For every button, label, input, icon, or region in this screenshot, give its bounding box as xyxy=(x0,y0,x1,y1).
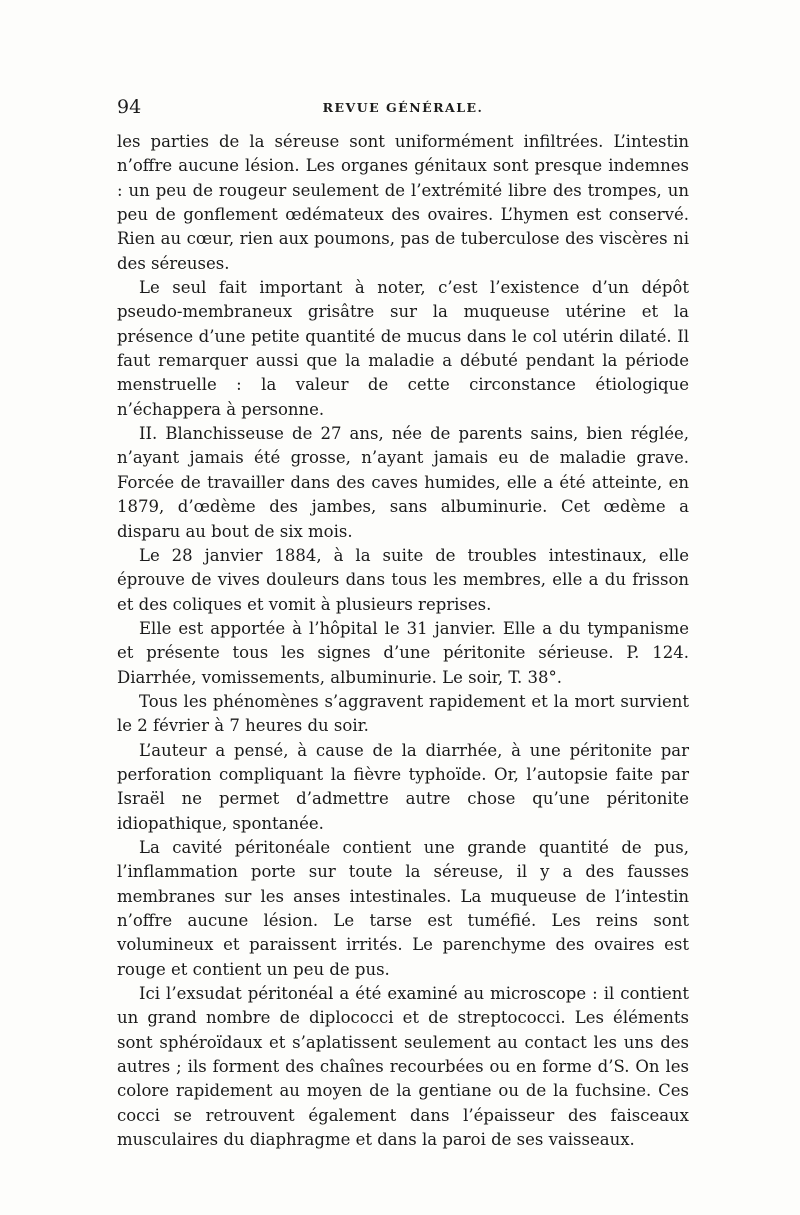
running-title: REVUE GÉNÉRALE. xyxy=(322,100,484,115)
paragraph: Le seul fait important à noter, c’est l’existence d’un dépôt pseudo-membraneux grisâtre sur la muqueuse utérine et la présence d’une petite quantité de mucus dans le col utérin dilaté. Il faut remarquer aussi que la maladie a débuté pendant la période menstruelle : la valeur de cette circonstance étiologique n’échappera à personne. xyxy=(117,278,689,419)
paragraph: Le 28 janvier 1884, à la suite de troubles intestinaux, elle éprouve de vives douleurs dans tous les membres, elle a du frisson et des coliques et vomit à plusieurs reprises. xyxy=(117,545,689,614)
page-number: 94 xyxy=(117,96,142,118)
paragraph: La cavité péritonéale contient une grande quantité de pus, l’inflammation porte sur toute la séreuse, il y a des fausses membranes sur les anses intestinales. La muqueuse de l’intestin n’offre aucune lésion. Le tarse est tuméfié. Les reins sont volumineux et paraissent irrités. Le parenchyme des ovaires est rouge et contient un peu de pus. xyxy=(117,837,689,979)
paragraph-continuation: les parties de la séreuse sont uniformément infiltrées. L’intestin n’offre aucune lésion. Les organes génitaux sont presque indemnes : un peu de rougeur seulement de l’extrémité libre des trompes, un peu de gonflement œdémateux des ovaires. L’hymen est conservé. Rien au cœur, rien aux poumons, pas de tuberculose des viscères ni des séreuses. xyxy=(117,132,689,273)
paragraph: L’auteur a pensé, à cause de la diarrhée, à une péritonite par perforation compliquant la fièvre typhoïde. Or, l’autopsie faite par Israël ne permet d’admettre autre chose qu’une péritonite idiopathique, spontanée. xyxy=(117,740,689,833)
paragraph: Elle est apportée à l’hôpital le 31 janvier. Elle a du tympanisme et présente tous les signes d’une péritonite sérieuse. P. 124. Diarrhée, vomissements, albuminurie. Le soir, T. 38°. xyxy=(117,618,689,687)
paragraph-case-two: II. Blanchisseuse de 27 ans, née de parents sains, bien réglée, n’ayant jamais été grosse, n’ayant jamais eu de maladie grave. Forcée de travailler dans des caves humides, elle a été atteinte, en 1879, d’œdème des jambes, sans albuminurie. Cet œdème a disparu au bout de six mois. xyxy=(117,424,689,541)
paragraph: Tous les phénomènes s’aggravent rapidement et la mort survient le 2 février à 7 heures du soir. xyxy=(117,691,689,736)
body-text xyxy=(117,130,689,1152)
page-header xyxy=(117,96,689,122)
paragraph: Ici l’exsudat péritonéal a été examiné au microscope : il contient un grand nombre de diplococci et de streptococci. Les éléments sont sphéroïdaux et s’aplatissent seulement au contact les uns des autres ; ils forment des chaînes recourbées ou en forme d’S. On les colore rapidement au moyen de la gentiane ou de la fuchsine. Ces cocci se retrouvent également dans l’épaisseur des faisceaux musculaires du diaphragme et dans la paroi de ses vaisseaux. xyxy=(117,984,689,1150)
